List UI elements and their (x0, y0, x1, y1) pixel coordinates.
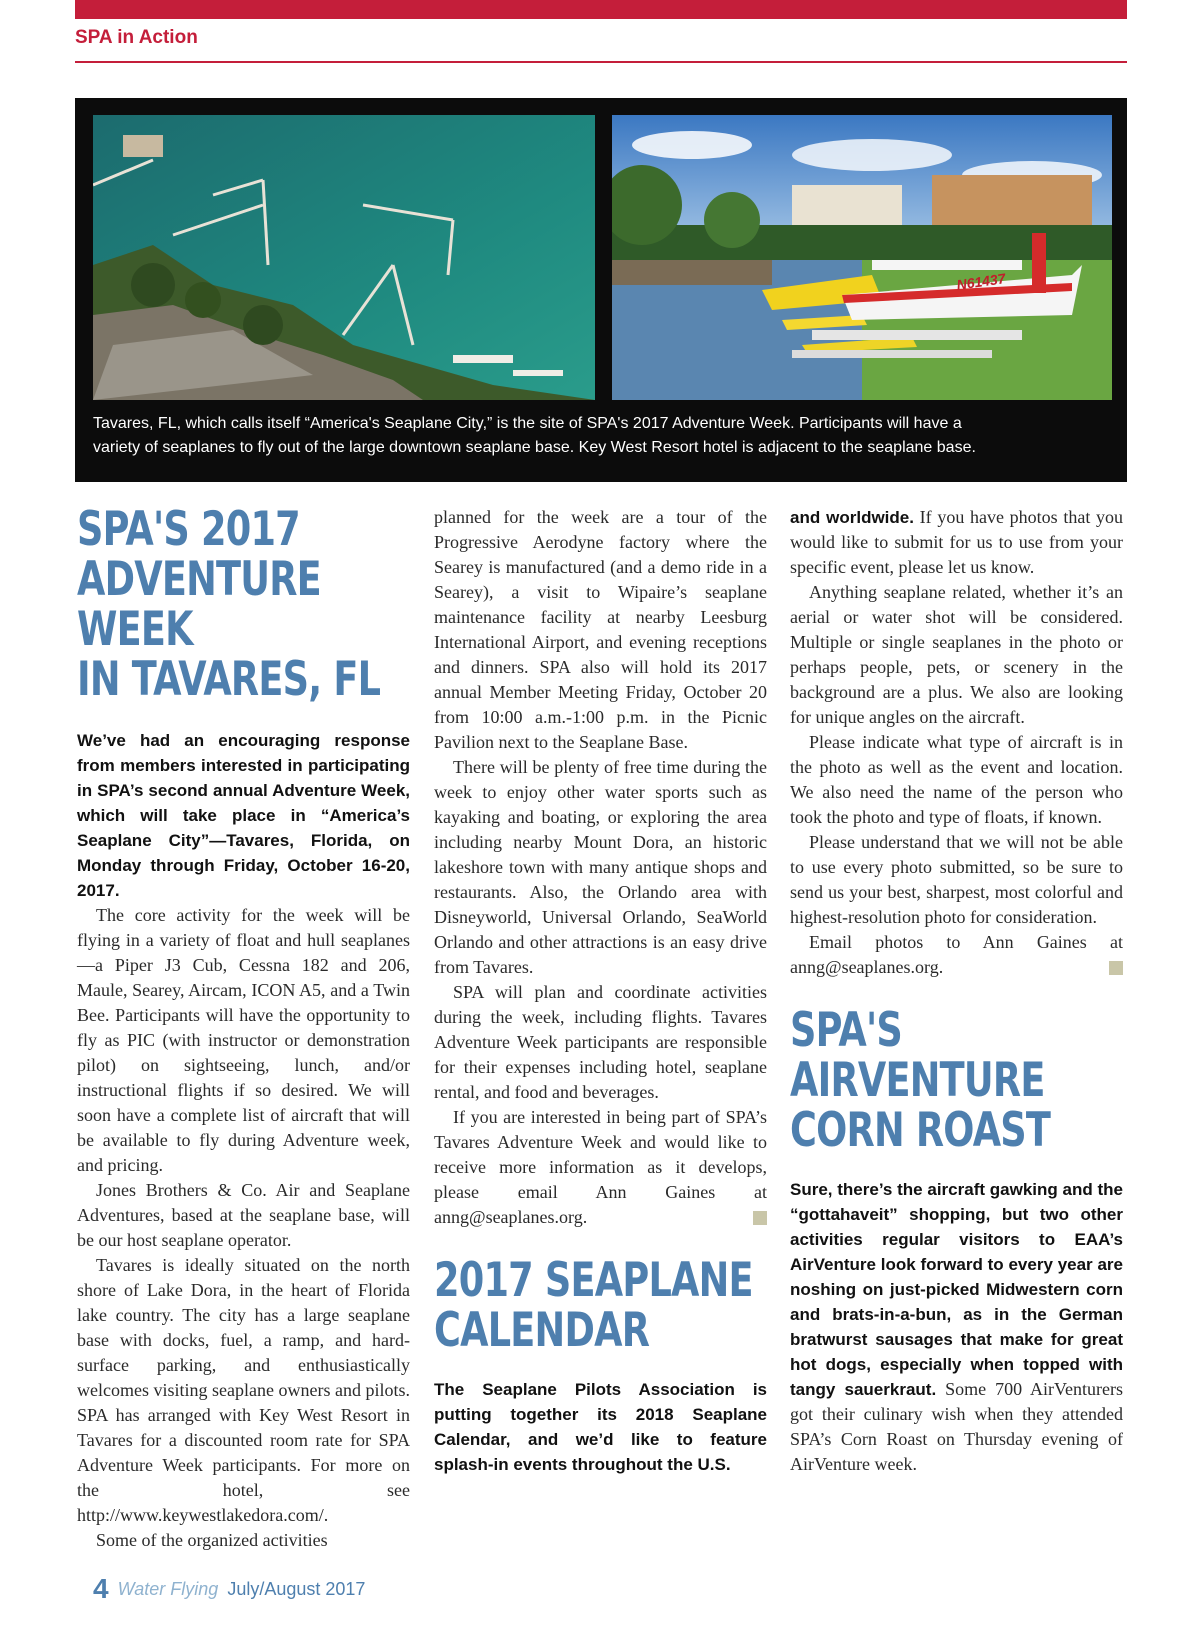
paragraph-text: Some 700 AirVenturers got their culinary wish when they attended SPA’s Corn Roast on Thursday evening of AirVenture week. (790, 1379, 1123, 1474)
paragraph: The core activity for the week will be flying in a variety of float and hull seaplanes—a Piper J3 Cub, Cessna 182 and 206, Maule, Searey, Aircam, ICON A5, and a Twin Bee. Participants will have the opportunity to fly as PIC (with instructor or demonstration pilot) on sightseeing, lunch, and/or instructional flights if so desired. We will soon have a complete list of aircraft that will be available to fly during Adventure week, and pricing. (77, 905, 410, 1175)
issue-date: July/August 2017 (227, 1579, 366, 1599)
seaplanes-at-dock-image (612, 115, 1112, 400)
paragraph (790, 505, 1123, 580)
corn-roast-headline (790, 1003, 1122, 1158)
page-footer (93, 1573, 365, 1605)
paragraph-text: If you have photos that you would like to submit for us to use from your specific event, please let us know. (790, 507, 1124, 577)
paragraph (790, 1177, 1123, 1477)
paragraph: Tavares is ideally situated on the north shore of Lake Dora, in the heart of Florida lake country. The city has a large seaplane base with docks, fuel, a ramp, and hard-surface parking, and enthusiastically welcomes visiting seaplane owners and pilots. SPA has arranged with Key West Resort in Tavares for a discounted room rate for SPA Adventure Week participants. For more on the hotel, see http://www.keywestlakedora.com/. (77, 1255, 410, 1525)
adventure-week-headline (77, 502, 409, 707)
section-label: SPA in Action (75, 27, 198, 48)
section-divider (75, 61, 1127, 63)
headline-line: CORN ROAST (790, 1103, 1051, 1158)
headline-line: 2017 SEAPLANE (434, 1253, 753, 1308)
paragraph: planned for the week are a tour of the Progressive Aerodyne factory where the Searey is manufactured (and a demo ride in a Searey), a visit to Wipaire’s seaplane maintenance facility at nearby Leesburg International Airport, and evening receptions and dinners. SPA also will hold its 2017 annual Member Meeting Friday, October 20 from 10:00 a.m.-1:00 p.m. in the Picnic Pavilion next to the Seaplane Base. (434, 507, 767, 752)
paragraph: Please understand that we will not be able to use every photo submitted, so be sure to send us your best, sharpest, most colorful and highest-resolution photo for consideration. (790, 832, 1123, 927)
caption-line-2: variety of seaplanes to fly out of the large downtown seaplane base. Key West Resort hotel is adjacent to the seaplane base. (93, 439, 976, 456)
paragraph: Please indicate what type of aircraft is in the photo as well as the event and location. We also need the name of the person who took the photo and type of floats, if known. (790, 732, 1123, 827)
caption-line-1: Tavares, FL, which calls itself “America's Seaplane City,” is the site of SPA's 2017 Adventure Week. Participants will have a (93, 415, 962, 432)
headline-line: IN TAVARES, FL (77, 652, 381, 707)
column-2 (434, 505, 767, 1477)
paragraph: Anything seaplane related, whether it’s an aerial or water shot will be considered. Multiple or single seaplanes in the photo or perhaps people, pets, or scenery in the background are a plus. We also are looking for unique angles on the aircraft. (790, 582, 1123, 727)
top-color-bar (75, 0, 1127, 19)
paragraph: Some of the organized activities (96, 1530, 328, 1550)
photo-caption (93, 412, 1113, 460)
plane-registration-text: N61437 (955, 270, 1007, 293)
page-number: 4 (93, 1573, 109, 1604)
article-end-mark (753, 1211, 767, 1225)
headline-line: SPA'S 2017 (77, 502, 300, 557)
paragraph (434, 1105, 767, 1230)
paragraph (790, 930, 1123, 980)
aerial-seaplane-base-image (93, 115, 595, 400)
adventure-week-lead: We’ve had an encouraging response from members interested in participating in SPA’s second annual Adventure Week, which will take place in “America’s Seaplane City”—Tavares, Florida, on Monday through Friday, October 16-20, 2017. (77, 731, 410, 900)
paragraph: There will be plenty of free time during the week to enjoy other water sports such as kayaking and boating, or exploring the area including nearby Mount Dora, an historic lakeshore town with many antique shops and restaurants. Also, the Orlando area with Disneyworld, Universal Orlando, SeaWorld Orlando and other attractions is an easy drive from Tavares. (434, 757, 767, 977)
column-1 (77, 502, 410, 1553)
seaplane-calendar-lead: The Seaplane Pilots Association is putting together its 2018 Seaplane Calendar, and we’d like to feature splash-in events throughout the U.S. (434, 1380, 767, 1474)
column-3 (790, 505, 1123, 1477)
seaplane-calendar-headline (434, 1253, 766, 1358)
headline-line: SPA'S AIRVENTURE (790, 1003, 1045, 1108)
paragraph-text: If you are interested in being part of SPA’s Tavares Adventure Week and would like to receive more information as it develops, please email Ann Gaines at anng@seaplanes.org. (434, 1107, 767, 1227)
paragraph: SPA will plan and coordinate activities during the week, including flights. Tavares Adventure Week participants are responsible for their expenses including hotel, seaplane rental, and food and beverages. (434, 982, 767, 1102)
photo-block (75, 98, 1127, 482)
paragraph: Jones Brothers & Co. Air and Seaplane Adventures, based at the seaplane base, will be our host seaplane operator. (77, 1180, 410, 1250)
article-end-mark (1109, 961, 1123, 975)
corn-roast-lead: Sure, there’s the aircraft gawking and the “gottahaveit” shopping, but two other activities regular visitors to EAA’s AirVenture look forward to every year are noshing on just-picked Midwestern corn and brats-in-a-bun, as in the German bratwurst sausages that make for great hot dogs, especially when topped with tangy sauerkraut. (790, 1180, 1123, 1399)
paragraph-text: Email photos to Ann Gaines at anng@seaplanes.org. (790, 932, 1123, 977)
headline-line: CALENDAR (434, 1303, 650, 1358)
magazine-name: Water Flying (117, 1579, 219, 1599)
lead-continuation: and worldwide. (790, 508, 914, 527)
headline-line: ADVENTURE WEEK (77, 552, 321, 657)
